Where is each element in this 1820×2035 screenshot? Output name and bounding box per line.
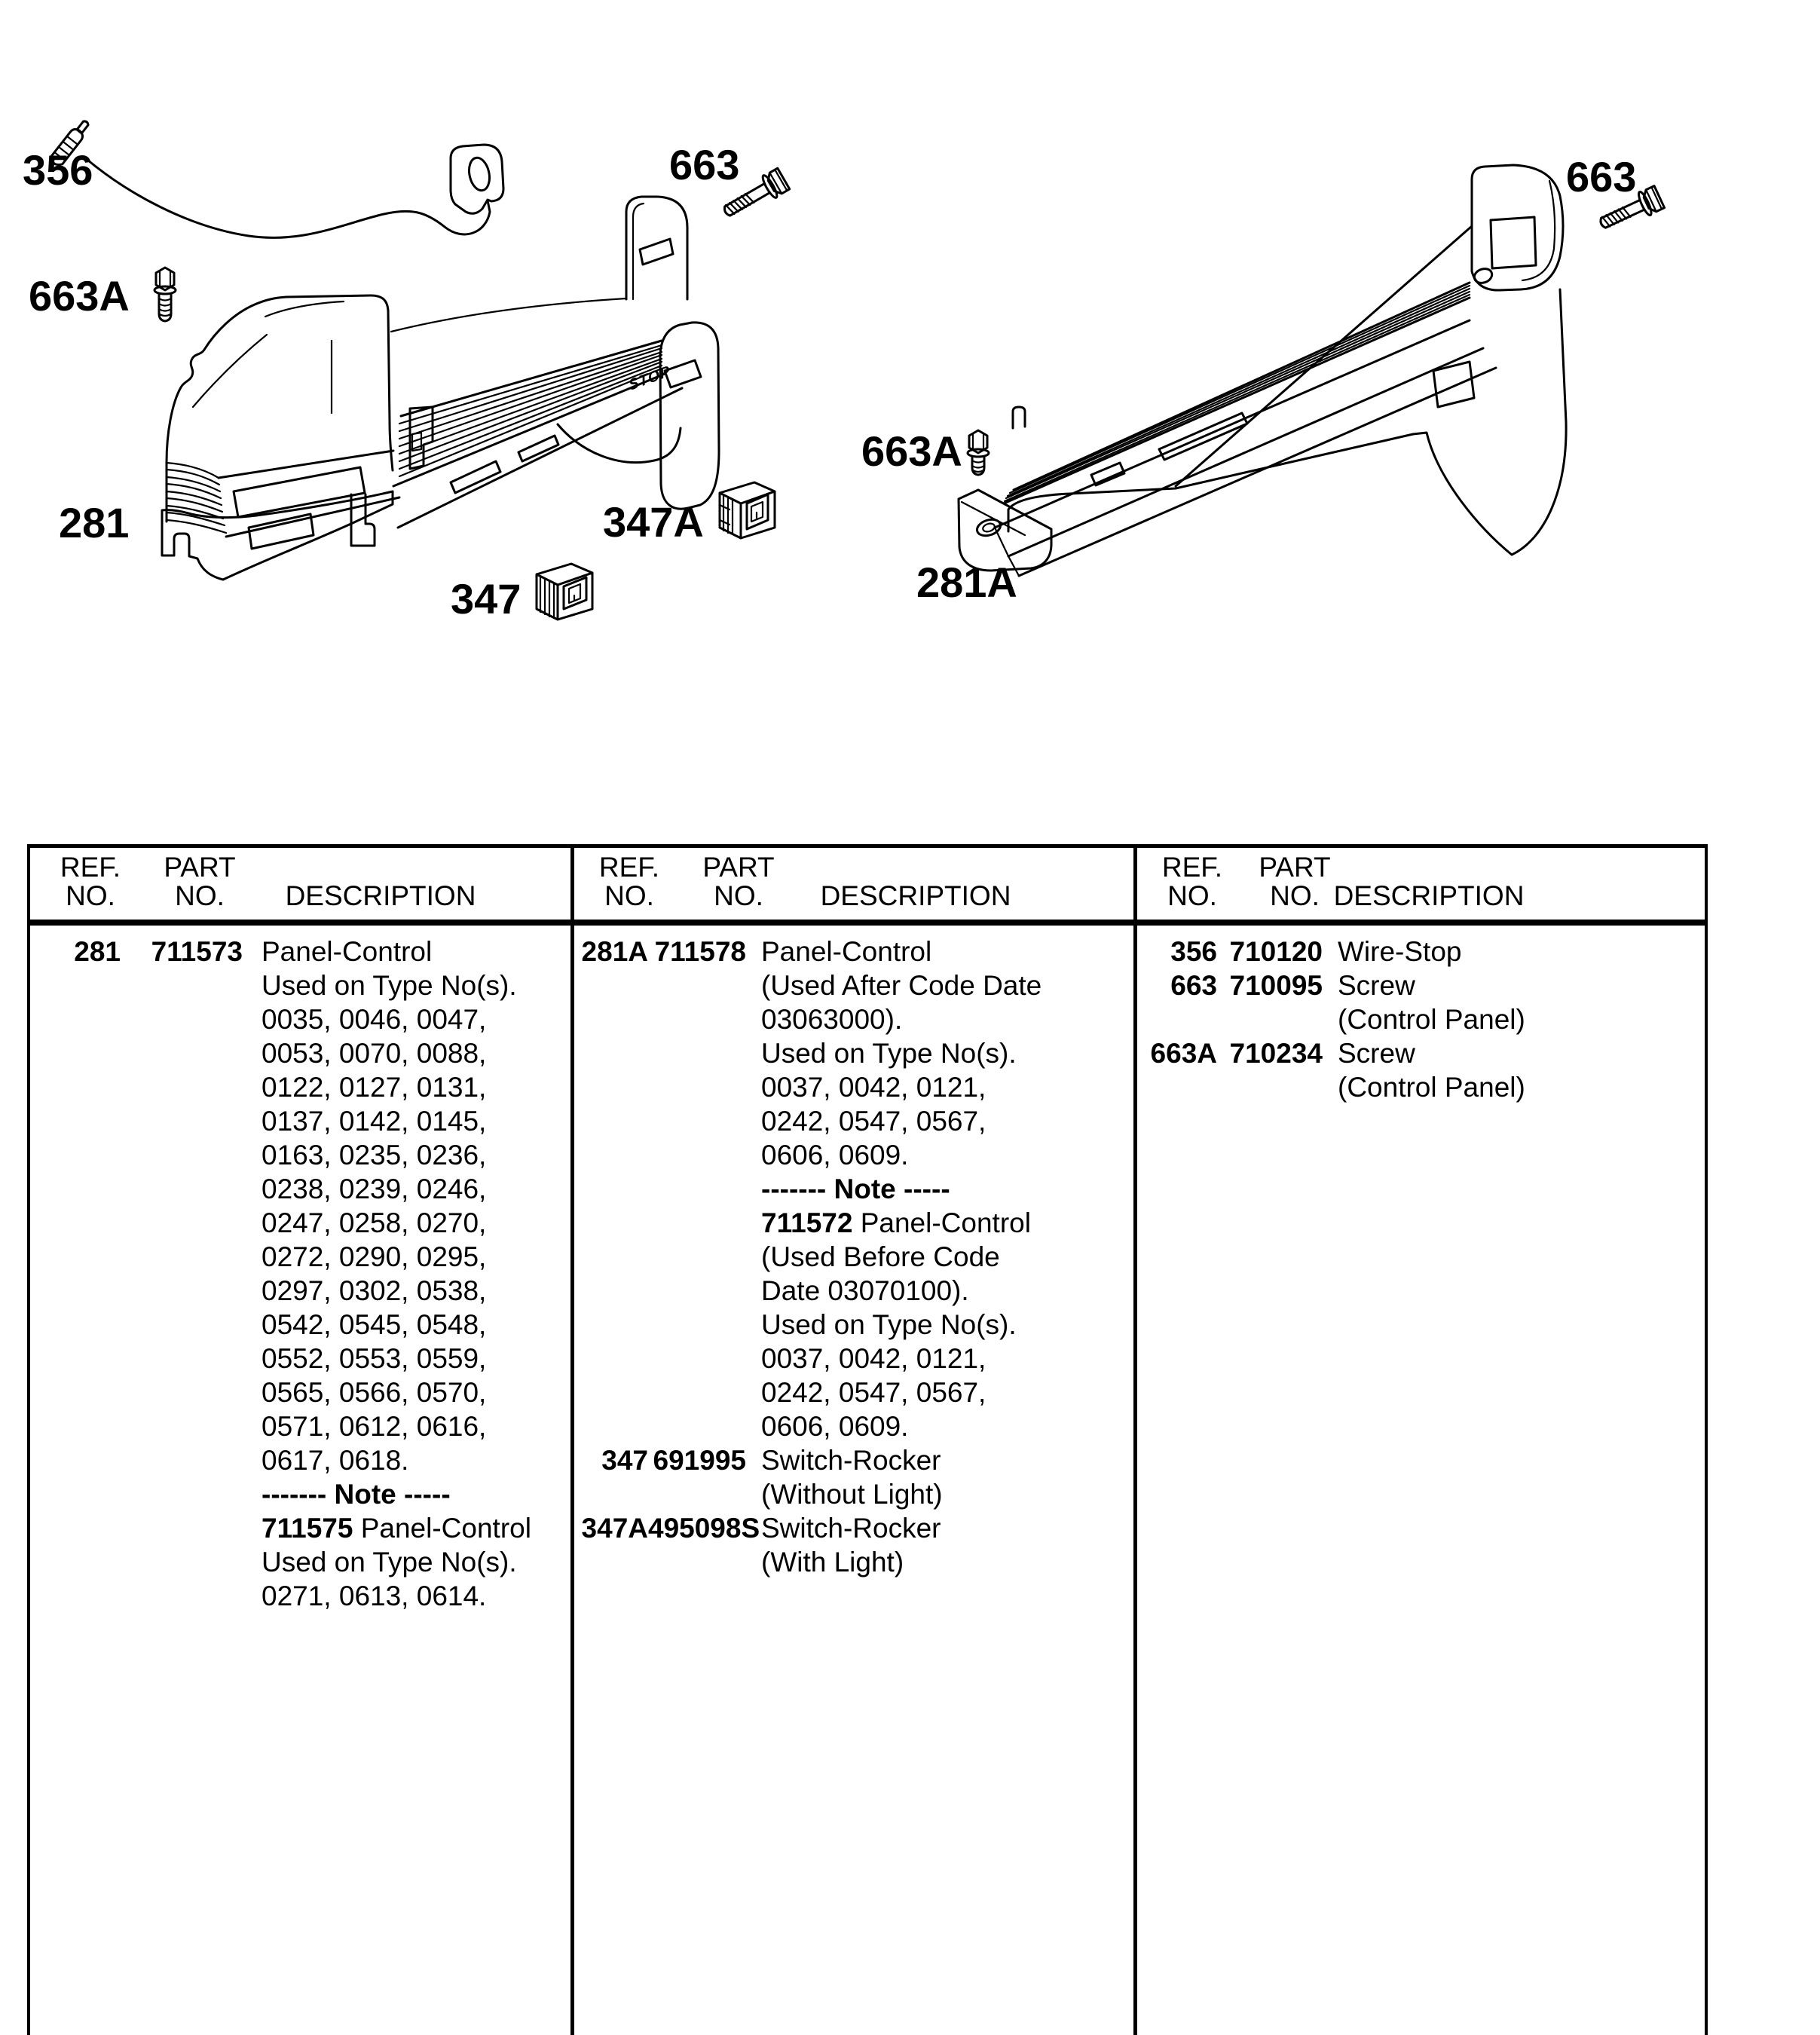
callout-281a: 281A — [916, 558, 1017, 606]
ref-no-cell — [27, 1206, 121, 1240]
description-cell: 0617, 0618. — [262, 1445, 409, 1476]
ref-no-cell — [570, 1308, 648, 1342]
col3-part-header2: NO. — [1270, 880, 1320, 911]
description-cell: Wire-Stop — [1338, 936, 1462, 967]
part-no-cell — [121, 1070, 243, 1104]
part-no-cell — [648, 1104, 746, 1138]
part-no-cell — [648, 1376, 746, 1409]
ref-no-cell — [570, 1545, 648, 1579]
description-cell: Date 03070100). — [761, 1275, 969, 1306]
col1-ref-header2: NO. — [66, 880, 115, 911]
description-cell: ------- Note ----- — [761, 1174, 950, 1204]
col2-ref-header: REF. — [598, 852, 660, 883]
ref-no-cell — [27, 1172, 121, 1206]
ref-no-cell — [570, 1376, 648, 1409]
ref-no-cell: 356 — [1170, 936, 1217, 967]
description-cell: 0163, 0235, 0236, — [262, 1140, 487, 1171]
callout-347: 347 — [451, 575, 522, 623]
part-no-cell — [648, 1274, 746, 1308]
description-cell: 0571, 0612, 0616, — [262, 1411, 487, 1442]
description-cell: (Control Panel) — [1338, 1072, 1525, 1103]
ref-no-cell: 663 — [1170, 970, 1217, 1001]
col1-part-header: PART — [164, 852, 236, 883]
ref-no-cell — [570, 969, 648, 1002]
ref-no-cell: 281 — [74, 936, 121, 967]
part-no-cell — [648, 1545, 746, 1579]
part-no-cell — [648, 1070, 746, 1104]
description-cell: (Without Light) — [761, 1479, 943, 1510]
part-no-cell — [648, 1138, 746, 1172]
callout-347a: 347A — [603, 498, 704, 546]
callout-663-right: 663 — [1566, 153, 1637, 200]
ref-no-cell — [27, 1511, 121, 1545]
col2-ref-header2: NO. — [604, 880, 654, 911]
ref-no-cell: 347 — [601, 1445, 648, 1476]
description-cell: Used on Type No(s). — [761, 1309, 1017, 1340]
part-no-cell — [648, 1409, 746, 1443]
part-no-cell: 691995 — [653, 1445, 746, 1476]
ref-no-cell: 281A — [581, 936, 648, 967]
part-no-cell — [648, 1477, 746, 1511]
description-cell: 0137, 0142, 0145, — [262, 1106, 487, 1137]
ref-no-cell — [27, 1579, 121, 1613]
description-cell: 0606, 0609. — [761, 1411, 909, 1442]
description-cell: (With Light) — [761, 1547, 904, 1578]
ref-no-cell — [27, 1443, 121, 1477]
col3-ref-header2: NO. — [1167, 880, 1217, 911]
part-no-cell — [648, 1206, 746, 1240]
table-col-2 — [570, 935, 1133, 1579]
callout-663-left: 663 — [669, 141, 740, 188]
part-no-cell: 495098S — [648, 1513, 760, 1544]
description-cell: Used on Type No(s). — [262, 1547, 517, 1578]
ref-no-cell — [27, 1409, 121, 1443]
part-no-cell — [121, 1376, 243, 1409]
callout-663a-left: 663A — [29, 272, 130, 320]
ref-no-cell — [570, 1206, 648, 1240]
ref-no-cell — [570, 1070, 648, 1104]
description-cell: 0122, 0127, 0131, — [262, 1072, 487, 1103]
description-cell: 0552, 0553, 0559, — [262, 1343, 487, 1374]
part-no-cell — [121, 1443, 243, 1477]
description-cell: 0606, 0609. — [761, 1140, 909, 1171]
ref-no-cell: 347A — [581, 1513, 648, 1544]
ref-no-cell — [27, 1240, 121, 1274]
description-cell: 0037, 0042, 0121, — [761, 1343, 986, 1374]
table-col-3 — [1133, 935, 1705, 1104]
description-cell: Screw — [1338, 970, 1415, 1001]
ref-no-cell — [570, 1477, 648, 1511]
callout-356: 356 — [23, 146, 93, 194]
ref-no-cell — [570, 1002, 648, 1036]
panel-bracket-left-drawing — [351, 197, 719, 546]
col3-part-header: PART — [1259, 852, 1331, 883]
description-cell: 03063000). — [761, 1004, 903, 1035]
ref-no-cell — [27, 1342, 121, 1376]
control-panel-281a-drawing — [959, 165, 1566, 576]
part-no-cell — [121, 1274, 243, 1308]
part-no-cell — [648, 1002, 746, 1036]
description-cell: Panel-Control — [761, 936, 932, 967]
ref-no-cell — [27, 1545, 121, 1579]
part-no-cell — [121, 1308, 243, 1342]
part-no-cell — [121, 1511, 243, 1545]
part-no-cell — [648, 969, 746, 1002]
part-no-cell — [121, 1477, 243, 1511]
part-no-cell: 710234 — [1229, 1038, 1323, 1069]
table-header-rule — [27, 920, 1708, 926]
part-no-cell — [121, 1409, 243, 1443]
description-cell: 0297, 0302, 0538, — [262, 1275, 487, 1306]
part-no-cell — [1217, 1070, 1323, 1104]
ref-no-cell — [27, 1376, 121, 1409]
ref-no-cell — [570, 1172, 648, 1206]
description-cell: 0242, 0547, 0567, — [761, 1106, 986, 1137]
col3-desc-header: DESCRIPTION — [1333, 880, 1525, 911]
table-top-rule — [27, 844, 1708, 848]
ref-no-cell — [570, 1409, 648, 1443]
exploded-parts-diagram — [0, 0, 1820, 840]
table-col-1 — [27, 935, 570, 1613]
part-no-cell — [121, 1206, 243, 1240]
part-no-cell — [648, 1036, 746, 1070]
ref-no-cell — [27, 1274, 121, 1308]
stop-print: STOP — [627, 363, 672, 394]
part-no-cell: 711578 — [654, 936, 746, 967]
description-cell: 0272, 0290, 0295, — [262, 1241, 487, 1272]
description-cell: Panel-Control — [262, 936, 433, 967]
callout-281: 281 — [59, 499, 130, 546]
col1-desc-header: DESCRIPTION — [285, 880, 476, 911]
part-no-cell — [121, 1002, 243, 1036]
col2-part-header2: NO. — [714, 880, 763, 911]
ref-no-cell — [570, 1138, 648, 1172]
part-no-cell — [121, 1545, 243, 1579]
ref-no-cell — [27, 969, 121, 1002]
part-no-cell — [121, 969, 243, 1002]
part-no-cell — [1217, 1002, 1323, 1036]
description-cell: (Used Before Code — [761, 1241, 1000, 1272]
ref-no-cell — [570, 1240, 648, 1274]
part-no-cell — [648, 1308, 746, 1342]
ref-no-cell — [27, 1477, 121, 1511]
ref-no-cell — [27, 1104, 121, 1138]
part-no-cell — [648, 1172, 746, 1206]
col2-desc-header: DESCRIPTION — [820, 880, 1011, 911]
col1-ref-header: REF. — [60, 852, 121, 883]
description-cell: (Used After Code Date — [761, 970, 1042, 1001]
part-no-cell — [121, 1579, 243, 1613]
ref-no-cell — [570, 1104, 648, 1138]
ref-no-cell: 663A — [1150, 1038, 1217, 1069]
ref-no-cell — [570, 1274, 648, 1308]
part-no-cell — [648, 1240, 746, 1274]
description-cell: (Control Panel) — [1338, 1004, 1525, 1035]
wire-stop-356 — [49, 118, 503, 237]
part-no-cell — [121, 1240, 243, 1274]
description-cell: Used on Type No(s). — [262, 970, 517, 1001]
part-no-cell: 710095 — [1229, 970, 1323, 1001]
table-border-right — [1705, 844, 1708, 2035]
ref-no-cell — [570, 1342, 648, 1376]
ref-no-cell — [1133, 1070, 1217, 1104]
description-cell: 711575 Panel-Control — [262, 1513, 531, 1544]
description-cell: 0242, 0547, 0567, — [761, 1377, 986, 1408]
callout-663a-right: 663A — [861, 427, 962, 475]
col1-part-header2: NO. — [175, 880, 225, 911]
description-cell: 711572 Panel-Control — [761, 1207, 1031, 1238]
description-cell: 0271, 0613, 0614. — [262, 1581, 487, 1611]
col3-ref-header: REF. — [1161, 852, 1223, 883]
description-cell: ------- Note ----- — [262, 1479, 451, 1510]
description-cell: 0565, 0566, 0570, — [262, 1377, 487, 1408]
col2-part-header: PART — [702, 852, 775, 883]
description-cell: Screw — [1338, 1038, 1415, 1069]
part-no-cell: 711573 — [151, 936, 243, 967]
ref-no-cell — [27, 1002, 121, 1036]
description-cell: Used on Type No(s). — [761, 1038, 1017, 1069]
description-cell: 0542, 0545, 0548, — [262, 1309, 487, 1340]
part-no-cell — [121, 1104, 243, 1138]
screw-663a-left-icon — [154, 268, 176, 321]
ref-no-cell — [570, 1036, 648, 1070]
switch-rocker-347a-icon — [720, 482, 775, 538]
part-no-cell: 710120 — [1229, 936, 1323, 967]
description-cell: 0238, 0239, 0246, — [262, 1174, 487, 1204]
ref-no-cell — [27, 1070, 121, 1104]
description-cell: 0247, 0258, 0270, — [262, 1207, 487, 1238]
switch-rocker-347-icon — [537, 564, 592, 620]
ref-no-cell — [27, 1308, 121, 1342]
ref-no-cell — [27, 1036, 121, 1070]
control-panel-281-drawing — [162, 295, 399, 580]
part-no-cell — [121, 1036, 243, 1070]
description-cell: 0035, 0046, 0047, — [262, 1004, 487, 1035]
part-no-cell — [121, 1172, 243, 1206]
part-no-cell — [121, 1342, 243, 1376]
ref-no-cell — [27, 1138, 121, 1172]
ref-no-cell — [1133, 1002, 1217, 1036]
description-cell: 0037, 0042, 0121, — [761, 1072, 986, 1103]
part-no-cell — [648, 1342, 746, 1376]
description-cell: 0053, 0070, 0088, — [262, 1038, 487, 1069]
description-cell: Switch-Rocker — [761, 1445, 941, 1476]
description-cell: Switch-Rocker — [761, 1513, 941, 1544]
screw-663a-right-icon — [968, 430, 989, 475]
part-no-cell — [121, 1138, 243, 1172]
